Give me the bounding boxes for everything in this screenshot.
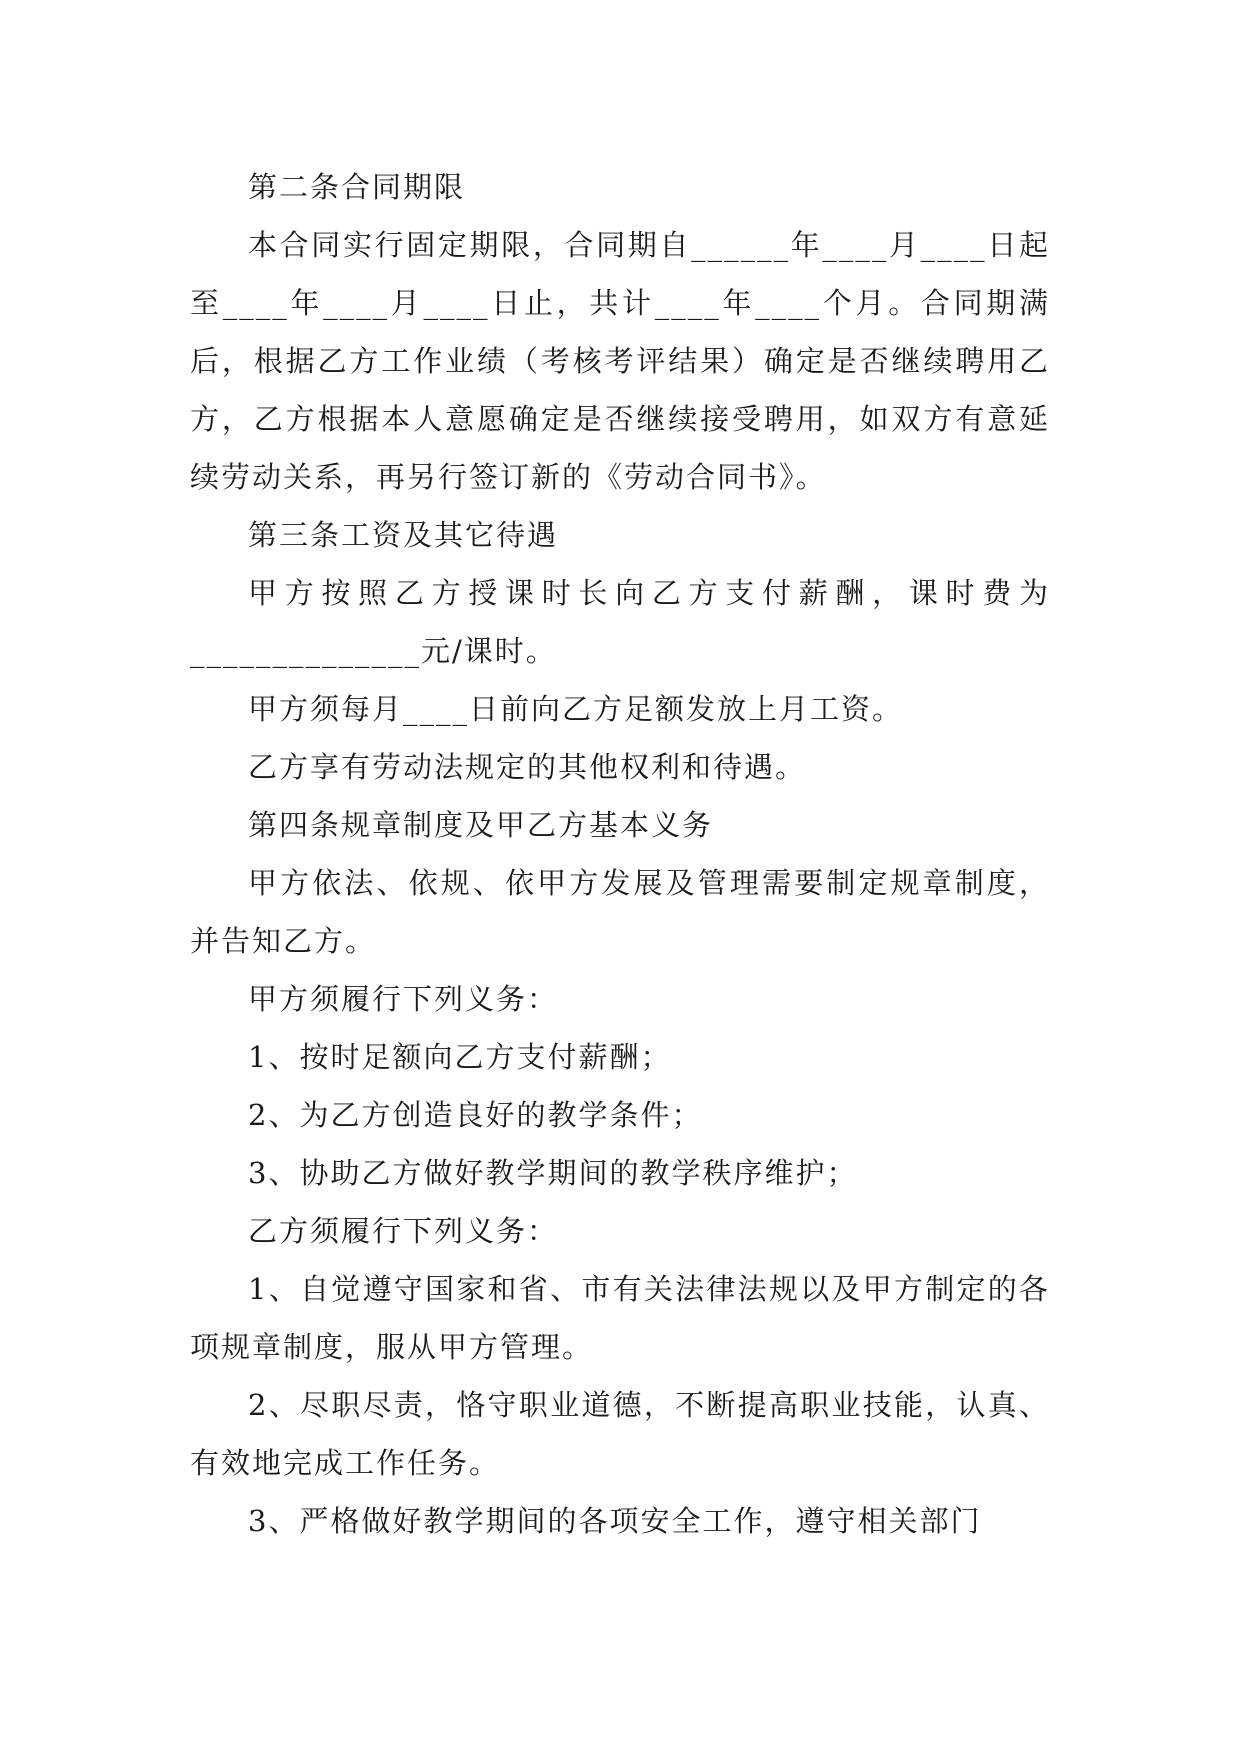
article-4-heading: 第四条规章制度及甲乙方基本义务: [248, 808, 714, 842]
party-b-duties-heading: 乙方须履行下列义务：: [248, 1214, 559, 1248]
party-a-duty-2: 2、为乙方创造良好的教学条件；: [248, 1098, 703, 1132]
party-a-duty-1: 1、按时足额向乙方支付薪酬；: [248, 1040, 672, 1074]
salary-paragraph: 甲方按照乙方授课时长向乙方支付薪酬，课时费为______________元/课时。: [190, 576, 1050, 668]
payday-paragraph: 甲方须每月____日前向乙方足额发放上月工资。: [248, 692, 904, 726]
party-b-duty-3: 3、严格做好教学期间的各项安全工作，遵守相关部门: [248, 1504, 982, 1538]
rules-paragraph: 甲方依法、依规、依甲方发展及管理需要制定规章制度，并告知乙方。: [190, 866, 1050, 958]
party-a-duties-heading: 甲方须履行下列义务：: [248, 982, 559, 1016]
other-rights-paragraph: 乙方享有劳动法规定的其他权利和待遇。: [248, 750, 807, 784]
party-b-duty-1: 1、自觉遵守国家和省、市有关法律法规以及甲方制定的各项规章制度，服从甲方管理。: [190, 1272, 1050, 1364]
article-2-heading: 第二条合同期限: [248, 170, 466, 204]
document-body: [190, 158, 1050, 1550]
contract-term-paragraph: 本合同实行固定期限，合同期自______年____月____日起至____年____月____日止，共计____年____个月。合同期满后，根据乙方工作业绩（考核考评结果）确定是否继续聘用乙方，乙方根据本人意愿确定是否继续接受聘用，如双方有意延续劳动关系，再另行签订新的《劳动合同书》。: [190, 228, 1050, 494]
party-b-duty-2: 2、尽职尽责，恪守职业道德，不断提高职业技能，认真、有效地完成工作任务。: [190, 1388, 1050, 1480]
party-a-duty-3: 3、协助乙方做好教学期间的教学秩序维护；: [248, 1156, 858, 1190]
article-3-heading: 第三条工资及其它待遇: [248, 518, 559, 552]
